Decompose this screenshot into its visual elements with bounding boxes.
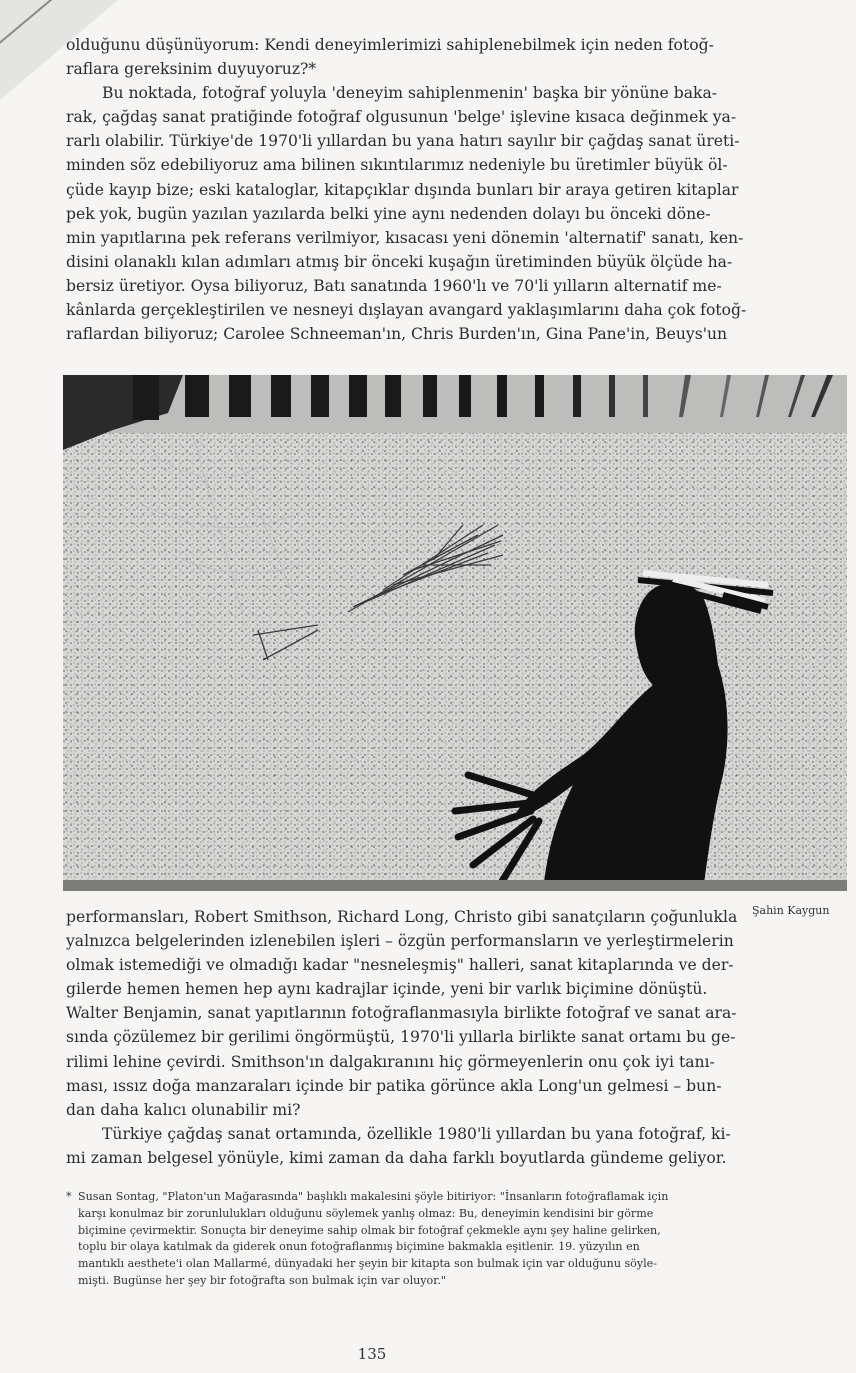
text-line: mi zaman belgesel yönüyle, kimi zaman da daha farklı boyutlarda gündeme geliyor. bbox=[66, 1148, 727, 1167]
footnote-line: mantıklı aesthete'i olan Mallarmé, dünyadaki her şeyin bir kitapta son bulmak için var olduğunu söyle- bbox=[78, 1257, 657, 1271]
text-line: minden söz edebiliyoruz ama bilinen sıkıntılarımız nedeniyle bu üretimler büyük öl- bbox=[66, 156, 728, 175]
text-line: rak, çağdaş sanat pratiğinde fotoğraf olgusunun 'belge' işlevine kısaca değinmek ya- bbox=[66, 108, 737, 127]
text-line: Walter Benjamin, sanat yapıtlarının fotoğraflanmasıyla birlikte fotoğraf ve sanat ara- bbox=[66, 1004, 737, 1023]
text-line: Bu noktada, fotoğraf yoluyla 'deneyim sahiplenmenin' başka bir yönüne baka- bbox=[102, 84, 718, 103]
page-number: 135 bbox=[357, 1345, 387, 1363]
footnote-line: Susan Sontag, "Platon'un Mağarasında" başlıklı makalesini şöyle bitiriyor: "İnsanların fotoğraflamak için bbox=[78, 1190, 669, 1203]
text-line: disini olanaklı kılan adımları atmış bir önceki kuşağın üretiminden büyük ölçüde ha- bbox=[66, 252, 733, 271]
text-line: pek yok, bugün yazılan yazılarda belki yine aynı nedenden dolayı bu önceki döne- bbox=[66, 204, 711, 223]
photo-caption: Şahin Kaygun bbox=[752, 904, 830, 917]
text-line: rilimi lehine çevirdi. Smithson'ın dalgakıranını hiç görmeyenlerin onu çok iyi tanı- bbox=[66, 1052, 715, 1071]
footnote-line: mişti. Bugünse her şey bir fotoğrafta son bulmak için var oluyor." bbox=[78, 1273, 446, 1287]
footnote-line: toplu bir olaya katılmak da giderek onun fotoğraflanmış biçimine bakmakla eşitlenir. 19. yüzyılın en bbox=[78, 1240, 640, 1254]
text-line: gilerde hemen hemen hep aynı kadrajlar içinde, yeni bir varlık biçimine dönüştü. bbox=[66, 980, 708, 999]
text-line: olduğunu düşünüyorum: Kendi deneyimlerimizi sahiplenebilmek için neden fotoğ- bbox=[66, 36, 714, 54]
photograph-image bbox=[63, 375, 847, 891]
text-line: sında çözülemez bir gerilimi öngörmüştü, 1970'li yıllarla birlikte sanat ortamı bu ge- bbox=[66, 1028, 736, 1047]
text-line: raflara gereksinim duyuyoruz?* bbox=[66, 60, 317, 79]
text-line: raflardan biliyoruz; Carolee Schneeman'ın, Chris Burden'ın, Gina Pane'in, Beuys'un bbox=[66, 325, 728, 344]
footnote-line: karşı konulmaz bir zorunlulukları olduğunu söylemek yanlış olmaz: Bu, deneyimin kendisini bir görme bbox=[78, 1206, 654, 1220]
text-line: yalnızca belgelerinden izlenebilen işleri – özgün performansların ve yerleştirmelerin bbox=[66, 932, 734, 951]
text-line: Türkiye çağdaş sanat ortamında, özellikle 1980'li yıllardan bu yana fotoğraf, ki- bbox=[102, 1124, 731, 1143]
footnote-mark: * bbox=[66, 1190, 72, 1203]
body-text-bottom bbox=[66, 905, 738, 1170]
footnote-line: biçimine çevirmektir. Sonuçta bir deneyime sahip olmak bir fotoğraf çekmekle aynı şey haline gelirken, bbox=[78, 1223, 661, 1237]
photograph-shadow-figure bbox=[63, 375, 847, 891]
text-line: çüde kayıp bize; eski kataloglar, kitapçıklar dışında bunları bir araya getiren kitaplar bbox=[66, 180, 739, 199]
text-line: ması, ıssız doğa manzaraları içinde bir patika görünce akla Long'un gelmesi – bun- bbox=[66, 1076, 722, 1095]
text-line: min yapıtlarına pek referans verilmiyor, kısacası yeni dönemin 'alternatif' sanatı, ken- bbox=[66, 228, 744, 247]
text-line: kânlarda gerçekleştirilen ve nesneyi dışlayan avangard yaklaşımlarını daha çok fotoğ- bbox=[66, 301, 747, 320]
text-line: olmak istemediği ve olmadığı kadar "nesneleşmiş" halleri, sanat kitaplarında ve der- bbox=[66, 956, 734, 975]
body-text-top bbox=[66, 33, 747, 346]
text-line: dan daha kalıcı olunabilir mi? bbox=[66, 1100, 301, 1119]
footnote bbox=[66, 1189, 678, 1290]
text-line: rarlı olabilir. Türkiye'de 1970'li yıllardan bu yana hatırı sayılır bir çağdaş sanat üreti- bbox=[66, 132, 740, 151]
text-line: performansları, Robert Smithson, Richard Long, Christo gibi sanatçıların çoğunlukla bbox=[66, 908, 738, 926]
text-line: bersiz üretiyor. Oysa biliyoruz, Batı sanatında 1960'lı ve 70'li yılların alternatif me- bbox=[66, 276, 722, 295]
